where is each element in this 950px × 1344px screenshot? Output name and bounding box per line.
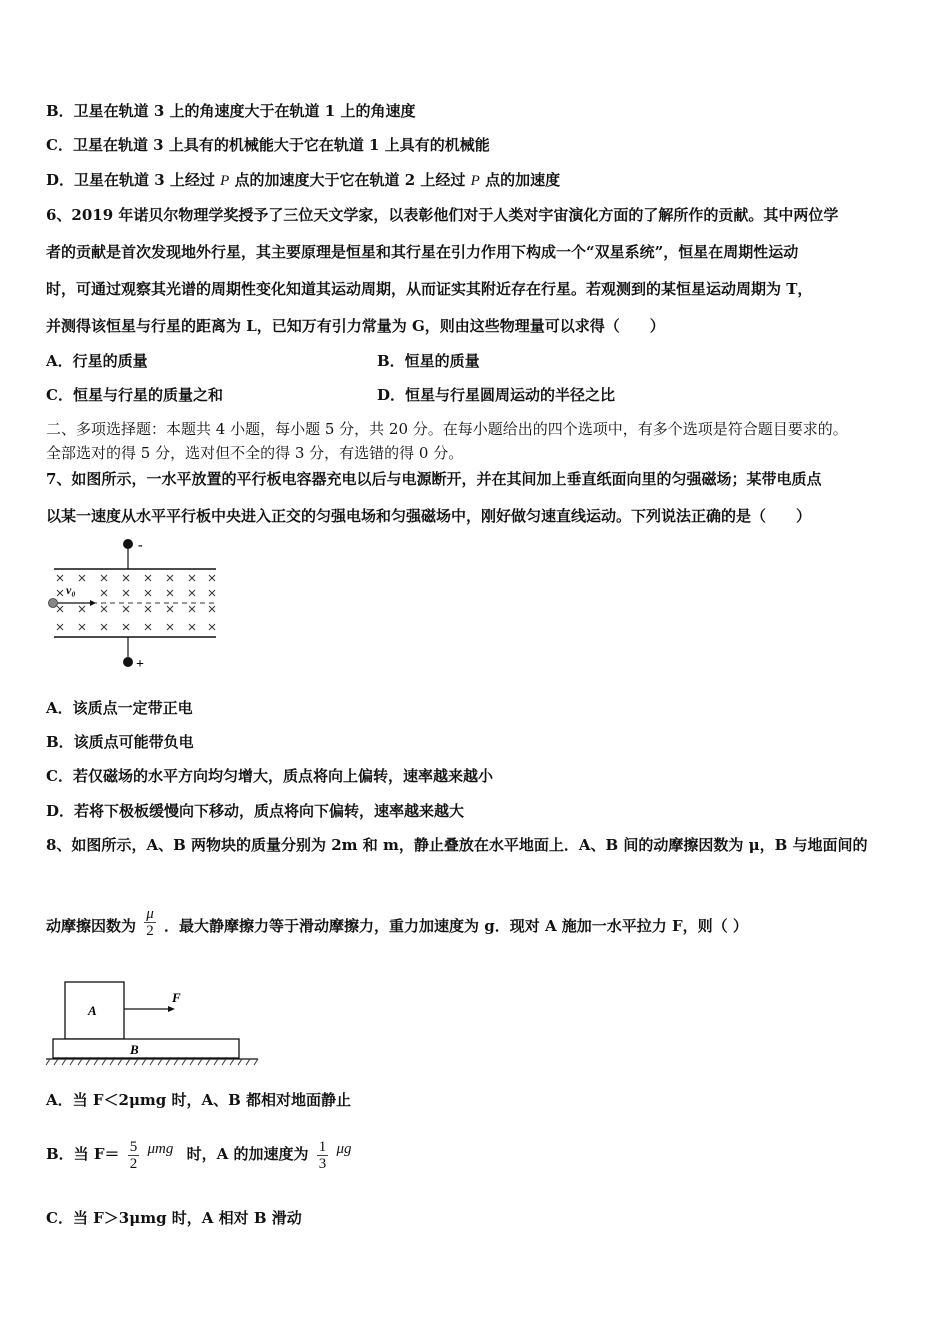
force-label: F	[172, 990, 181, 1005]
block-b	[53, 1039, 239, 1058]
bottom-terminal	[123, 657, 133, 667]
mu-over-2-fraction: $\frac{\mu}{2}$	[146, 906, 154, 939]
q7-option-c: C．若仅磁场的水平方向均匀增大，质点将向上偏转，速率越来越小	[46, 767, 493, 785]
top-terminal-sign: -	[138, 538, 143, 553]
q5-option-b: B．卫星在轨道 3 上的角速度大于在轨道 1 上的角速度	[46, 102, 416, 120]
q6-option-d: D．恒星与行星圆周运动的半径之比	[377, 386, 616, 404]
q7-stem-line1: 7、如图所示，一水平放置的平行板电容器充电以后与电源断开，并在其间加上垂直纸面向里的匀强磁场；某带电质点	[46, 470, 822, 488]
q7-option-a: A．该质点一定带正电	[46, 699, 193, 717]
bottom-terminal-sign: +	[136, 657, 144, 672]
capacitor-figure	[44, 535, 224, 675]
five-halves-fraction: $\frac{5}{2}$	[129, 1138, 138, 1172]
q6-stem-line4: 并测得该恒星与行星的距离为 L，已知万有引力常量为 G，则由这些物理量可以求得（ ）	[46, 317, 665, 335]
top-terminal	[123, 539, 133, 549]
q8-option-a: A．当 F＜2μmg 时，A、B 都相对地面静止	[46, 1091, 352, 1109]
q5-option-d: D．卫星在轨道 3 上经过 P 点的加速度大于它在轨道 2 上经过 P 点的加速度	[46, 171, 561, 189]
q5-option-c: C．卫星在轨道 3 上具有的机械能大于它在轨道 1 上具有的机械能	[46, 136, 490, 154]
q6-stem-line3: 时，可通过观察其光谱的周期性变化知道其运动周期，从而证实其附近存在行星。若观测到的某恒星运动周期为 T，	[46, 280, 813, 298]
q7-stem-line2: 以某一速度从水平平行板中央进入正交的匀强电场和匀强磁场中，刚好做匀速直线运动。下列说法正确的是（ ）	[46, 507, 812, 525]
blocks-figure	[44, 975, 264, 1070]
charged-particle	[49, 599, 58, 608]
q6-stem-line2: 者的贡献是首次发现地外行星，其主要原理是恒星和其行星在引力作用下构成一个“双星系统”，恒星在周期性运动	[46, 243, 799, 261]
block-b-label: B	[130, 1042, 139, 1057]
q6-option-a: A．行星的质量	[46, 352, 148, 370]
section2-header-line1: 二、多项选择题：本题共 4 小题，每小题 5 分，共 20 分。在每小题给出的四个选项中，有多个选项是符合题目要求的。	[46, 420, 848, 438]
q6-stem-line1: 6、2019 年诺贝尔物理学奖授予了三位天文学家，以表彰他们对于人类对宇宙演化方面的了解所作的贡献。其中两位学	[46, 206, 839, 224]
q7-option-b: B．该质点可能带负电	[46, 733, 194, 751]
q6-option-b: B．恒星的质量	[377, 352, 480, 370]
q8-option-b: B．当 F＝ $\frac{5}{2}$ μmg 时，A 的加速度为 $\frac{1}{3}$ μg	[46, 1138, 352, 1172]
ground-hatching	[46, 1059, 258, 1065]
q8-stem-line2: 动摩擦因数为 $\frac{\mu}{2}$ ．最大静摩擦力等于滑动摩擦力，重力加速度为 g．现对 A 施加一水平拉力 F，则（ ）	[46, 906, 748, 939]
section2-header-line2: 全部选对的得 5 分，选对但不全的得 3 分，有选错的得 0 分。	[46, 444, 464, 462]
one-third-fraction: $\frac{1}{3}$	[318, 1138, 327, 1172]
velocity-label: v₀	[66, 583, 76, 597]
q7-option-d: D．若将下极板缓慢向下移动，质点将向下偏转，速率越来越大	[46, 802, 465, 820]
q8-stem-line1: 8、如图所示，A、B 两物块的质量分别为 2m 和 m，静止叠放在水平地面上．A、B 间的动摩擦因数为 μ，B 与地面间的	[46, 836, 868, 854]
block-a-label: A	[88, 1003, 97, 1018]
q6-option-c: C．恒星与行星的质量之和	[46, 386, 223, 404]
q8-option-c: C．当 F＞3μmg 时，A 相对 B 滑动	[46, 1209, 302, 1227]
